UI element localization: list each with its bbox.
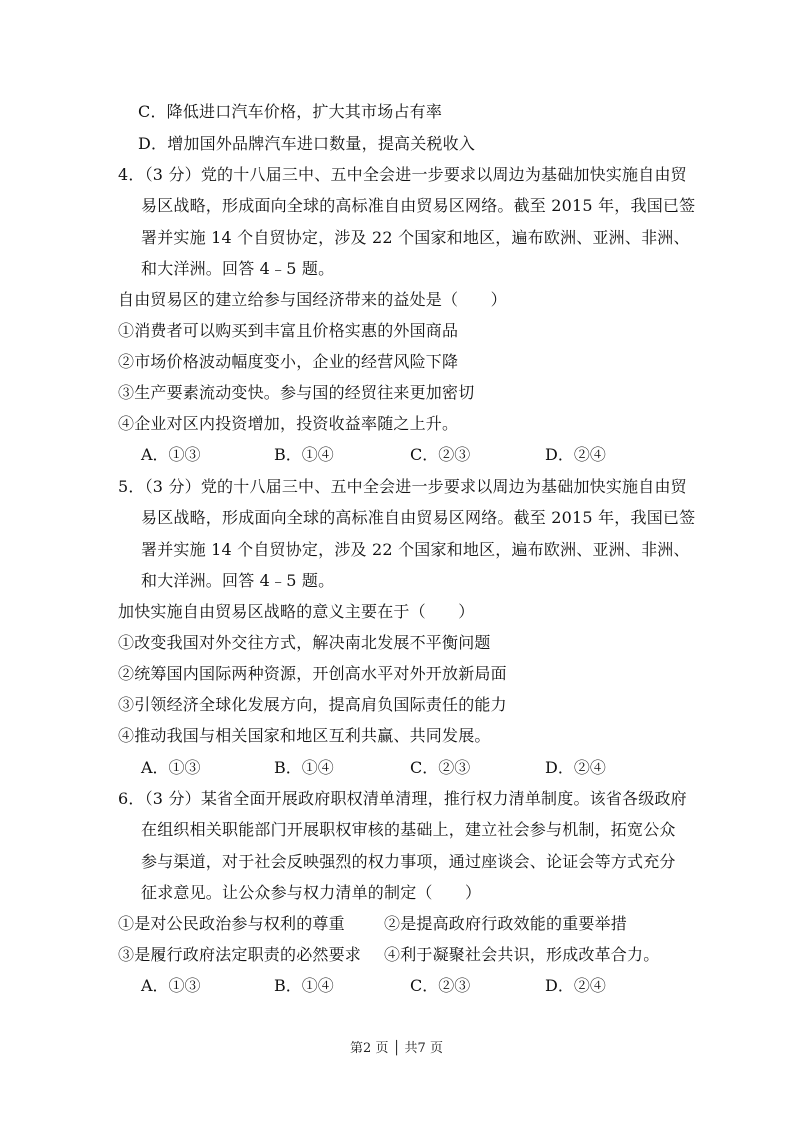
q4-option-a: A．①③ bbox=[141, 445, 201, 464]
q5-option-b: B．①④ bbox=[274, 758, 334, 777]
q5-item-1: ①改变我国对外交往方式，解决南北发展不平衡问题 bbox=[118, 633, 491, 652]
q6-stem-line-1: 6．（3 分）某省全面开展政府职权清单清理，推行权力清单制度。该省各级政府 bbox=[118, 789, 687, 808]
q6-option-a: A．①③ bbox=[141, 976, 201, 995]
page-footer: 第2 页 │ 共7 页 bbox=[350, 1041, 443, 1056]
q3-option-c: C．降低进口汽车价格，扩大其市场占有率 bbox=[138, 102, 443, 121]
q4-stem-line-4: 和大洋洲。回答 4﹣5 题。 bbox=[141, 259, 335, 278]
q5-stem-line-3: 署并实施 14 个自贸协定，涉及 22 个国家和地区，遍布欧洲、亚洲、非洲、 bbox=[141, 540, 690, 559]
q6-item-3: ③是履行政府法定职责的必然要求 bbox=[118, 945, 362, 964]
q4-stem-line-1: 4．（3 分）党的十八届三中、五中全会进一步要求以周边为基础加快实施自由贸 bbox=[118, 165, 687, 184]
q5-stem-line-1: 5．（3 分）党的十八届三中、五中全会进一步要求以周边为基础加快实施自由贸 bbox=[118, 477, 687, 496]
q5-item-3: ③引领经济全球化发展方向，提高肩负国际责任的能力 bbox=[118, 695, 507, 714]
q5-option-c: C．②③ bbox=[410, 758, 471, 777]
q4-option-b: B．①④ bbox=[274, 445, 334, 464]
q6-stem-line-3: 参与渠道，对于社会反映强烈的权力事项，通过座谈会、论证会等方式充分 bbox=[141, 852, 676, 871]
q4-option-c: C．②③ bbox=[410, 445, 471, 464]
q6-option-c: C．②③ bbox=[410, 976, 471, 995]
q5-stem-line-4: 和大洋洲。回答 4﹣5 题。 bbox=[141, 571, 335, 590]
q6-item-2: ②是提高政府行政效能的重要举措 bbox=[384, 914, 628, 933]
q4-option-d: D．②④ bbox=[545, 445, 606, 464]
q5-stem-line-2: 易区战略，形成面向全球的高标准自由贸易区网络。截至 2015 年，我国已签 bbox=[141, 508, 696, 527]
q6-option-d: D．②④ bbox=[545, 976, 606, 995]
q6-item-4: ④利于凝聚社会共识，形成改革合力。 bbox=[384, 945, 660, 964]
q4-item-2: ②市场价格波动幅度变小，企业的经营风险下降 bbox=[118, 352, 459, 371]
q3-option-d: D．增加国外品牌汽车进口数量，提高关税收入 bbox=[138, 134, 476, 153]
q5-item-2: ②统筹国内国际两种资源，开创高水平对外开放新局面 bbox=[118, 664, 507, 683]
q4-item-4: ④企业对区内投资增加，投资收益率随之上升。 bbox=[118, 414, 459, 433]
q6-stem-line-4: 征求意见。让公众参与权力清单的制定（ ） bbox=[141, 883, 482, 902]
q5-item-4: ④推动我国与相关国家和地区互利共赢、共同发展。 bbox=[118, 726, 491, 745]
q4-stem-line-3: 署并实施 14 个自贸协定，涉及 22 个国家和地区，遍布欧洲、亚洲、非洲、 bbox=[141, 228, 690, 247]
q6-option-b: B．①④ bbox=[274, 976, 334, 995]
q6-item-1: ①是对公民政治参与权利的尊重 bbox=[118, 914, 345, 933]
q4-item-1: ①消费者可以购买到丰富且价格实惠的外国商品 bbox=[118, 321, 459, 340]
q6-stem-line-2: 在组织相关职能部门开展职权审核的基础上，建立社会参与机制，拓宽公众 bbox=[141, 820, 676, 839]
q5-question: 加快实施自由贸易区战略的意义主要在于（ ） bbox=[118, 602, 475, 621]
q4-stem-line-2: 易区战略，形成面向全球的高标准自由贸易区网络。截至 2015 年，我国已签 bbox=[141, 196, 696, 215]
q5-option-d: D．②④ bbox=[545, 758, 606, 777]
q4-item-3: ③生产要素流动变快。参与国的经贸往来更加密切 bbox=[118, 383, 475, 402]
q5-option-a: A．①③ bbox=[141, 758, 201, 777]
q4-question: 自由贸易区的建立给参与国经济带来的益处是（ ） bbox=[118, 290, 507, 309]
